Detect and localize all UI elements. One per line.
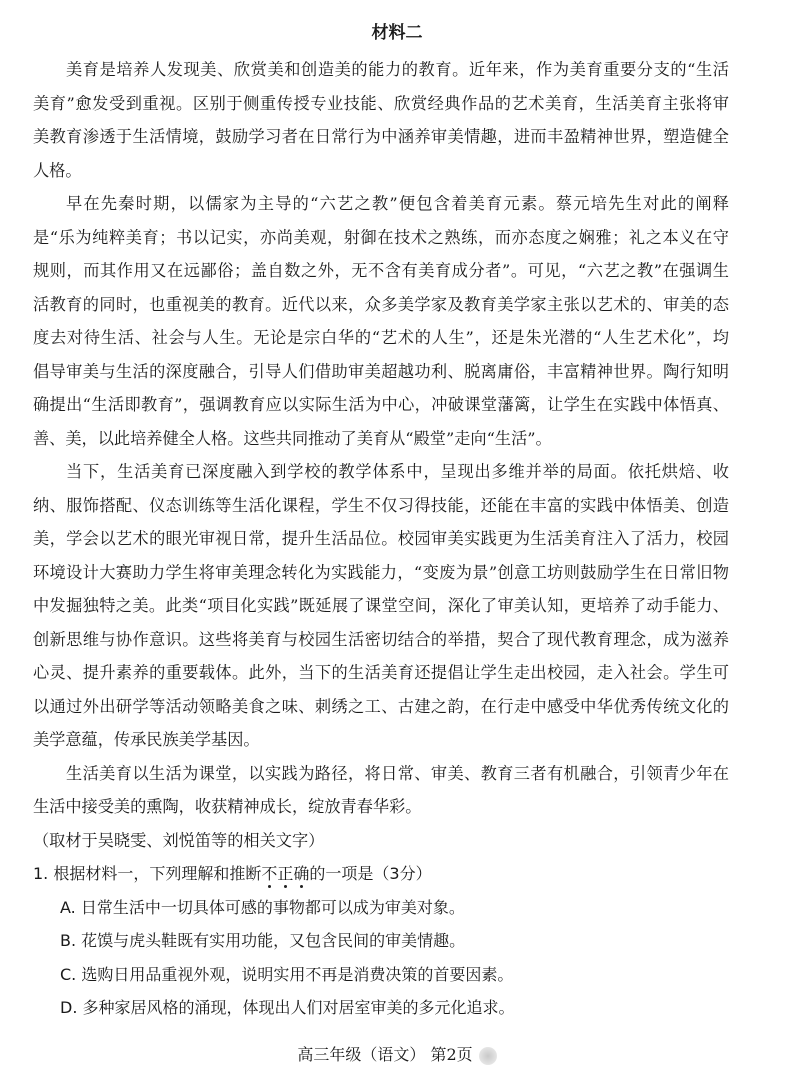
question-prefix: 根据材料一，下列理解和推断 (53, 864, 262, 883)
text-line: 人格。 (33, 160, 82, 180)
text-line: 美育是培养人发现美、欣赏美和创造美的能力的教育。近年来，作为美育重要分支的“生活 (66, 60, 729, 79)
emphasis-char: 正 (277, 864, 294, 883)
paragraph-1 (33, 53, 729, 187)
text-line: 以通过外出研学等活动领略美食之味、刺绣之工、古建之韵，在行走中感受中华优秀传统文化的 (33, 696, 729, 716)
source-citation: （取材于吴晓雯、刘悦笛等的相关文字） (33, 830, 325, 850)
text-line: 美育”愈发受到重视。区别于侧重传授专业技能、欣赏经典作品的艺术美育，生活美育主张将审 (33, 93, 729, 113)
text-line: 美，学会以艺术的眼光审视日常，提升生活品位。校园审美实践更为生活美育注入了活力，校园 (33, 529, 729, 548)
option-a: A. 日常生活中一切具体可感的事物都可以成为审美对象。 (60, 897, 465, 917)
question-number: 1. (33, 864, 49, 883)
text-line: 当下，生活美育已深度融入到学校的教学体系中，呈现出多维并举的局面。依托烘焙、收 (66, 462, 729, 481)
question-suffix: 的一项是（3分） (309, 864, 432, 883)
smudge-mark (479, 1047, 497, 1065)
text-line: 度去对待生活、社会与人生。无论是宗白华的“艺术的人生”，还是朱光潜的“人生艺术化”，均 (33, 328, 729, 347)
text-line: 心灵、提升素养的重要载体。此外，当下的生活美育还提倡让学生走出校园，走入社会。学生可 (33, 663, 729, 682)
text-line: 环境设计大赛助力学生将审美理念转化为实践能力，“变废为景”创意工坊则鼓励学生在日常旧物 (33, 562, 729, 582)
text-line: 善、美，以此培养健全人格。这些共同推动了美育从“殿堂”走向“生活”。 (33, 428, 552, 448)
emphasis-char: 确 (293, 864, 310, 883)
text-line: 美教育渗透于生活情境，鼓励学习者在日常行为中涵养审美情趣，进而丰盈精神世界，塑造健全 (33, 127, 729, 146)
text-line: 早在先秦时期，以儒家为主导的“六艺之教”便包含着美育元素。蔡元培先生对此的阐释 (66, 194, 729, 213)
paragraph-3 (33, 455, 729, 757)
question-stem (33, 857, 729, 891)
text-line: 生活美育以生活为课堂，以实践为路径，将日常、审美、教育三者有机融合，引领青少年在 (66, 763, 729, 783)
text-line: 是“乐为纯粹美育；书以记实，亦尚美观，射御在技术之熟练，而亦态度之娴雅；礼之本义在守 (33, 227, 729, 247)
option-d: D. 多种家居风格的涌现，体现出人们对居室审美的多元化追求。 (60, 998, 515, 1017)
emphasis-char: 不 (261, 864, 278, 883)
document-body (33, 53, 729, 1025)
footer-page: 第2页 (430, 1045, 473, 1064)
option-b: B. 花馍与虎头鞋既有实用功能，又包含民间的审美情趣。 (60, 931, 466, 950)
text-line: 创新思维与协作意识。这些将美育与校园生活密切结合的举措，契合了现代教育理念，成为滋养 (33, 629, 729, 649)
option-c: C. 选购日用品重视外观，说明实用不再是消费决策的首要因素。 (60, 964, 514, 984)
paragraph-4 (33, 757, 729, 824)
text-line: 活教育的同时，也重视美的教育。近代以来，众多美学家及教育美学家主张以艺术的、审美的态 (33, 294, 729, 314)
text-line: 倡导审美与生活的深度融合，引导人们借助审美超越功利、脱离庸俗，丰富精神世界。陶行知明 (33, 361, 729, 381)
text-line: 纳、服饰搭配、仪态训练等生活化课程，学生不仅习得技能，还能在丰富的实践中体悟美、创造 (33, 495, 729, 515)
text-line: 中发掘独特之美。此类“项目化实践”既延展了课堂空间，深化了审美认知，更培养了动手能力、 (33, 596, 729, 615)
text-line: 规则，而其作用又在远鄙俗；盖自数之外，无不含有美育成分者”。可见，“六艺之教”在强调生 (33, 261, 729, 280)
section-title: 材料二 (371, 23, 423, 43)
page-footer (0, 1042, 794, 1068)
text-line: 确提出“生活即教育”，强调教育应以实际生活为中心，冲破课堂藩篱，让学生在实践中体悟真、 (33, 395, 729, 414)
text-line: 生活中接受美的熏陶，收获精神成长，绽放青春华彩。 (33, 797, 422, 816)
paragraph-2 (33, 187, 729, 455)
text-line: 美学意蕴，传承民族美学基因。 (33, 730, 260, 749)
footer-subject: 高三年级（语文） (297, 1045, 426, 1064)
